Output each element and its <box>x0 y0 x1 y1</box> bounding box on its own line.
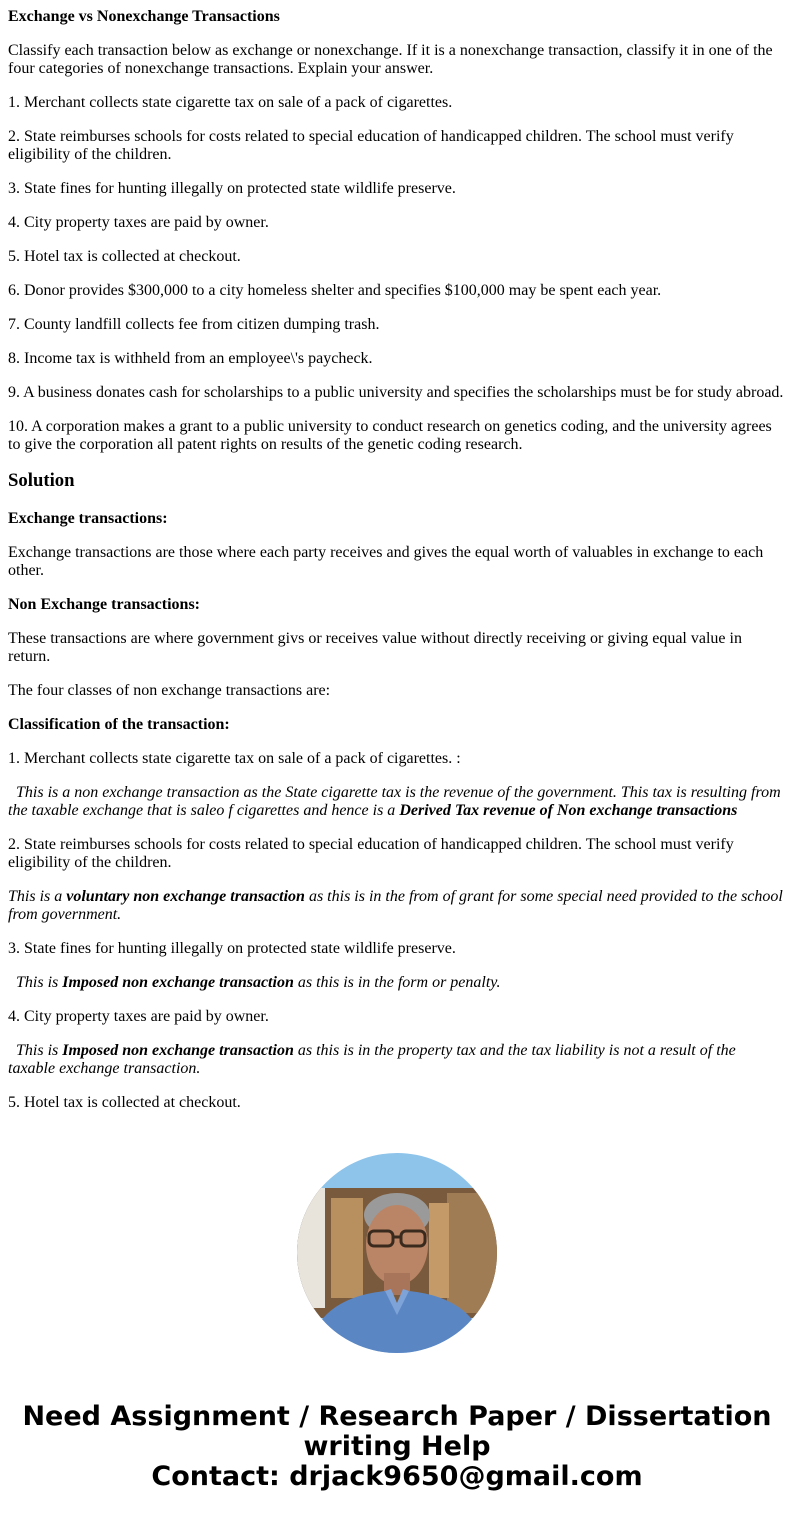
answer-text: This is <box>8 974 63 991</box>
exchange-heading: Exchange transactions: <box>8 510 168 527</box>
answer-explanation <box>8 974 786 992</box>
answer-question: 4. City property taxes are paid by owner. <box>8 1008 269 1025</box>
answer-classification: Derived Tax revenue of Non exchange transactions <box>399 802 738 819</box>
question-item: 3. State fines for hunting illegally on protected state wildlife preserve. <box>8 180 456 197</box>
nonexchange-heading: Non Exchange transactions: <box>8 596 201 613</box>
answer-explanation <box>8 888 786 924</box>
classification-heading: Classification of the transaction: <box>8 716 230 733</box>
answer-text: This is <box>8 1042 63 1059</box>
answer-text: as this is in the from of grant for some special need provided to the school from government. <box>8 888 783 923</box>
exchange-definition: Exchange transactions are those where each party receives and gives the equal worth of valuables in exchange to each other. <box>8 544 764 579</box>
answer-text: This is a <box>8 888 67 905</box>
question-item: 9. A business donates cash for scholarships to a public university and specifies the scholarships must be for study abroad. <box>8 384 784 401</box>
footer-line: Need Assignment / Research Paper / Dissertation <box>22 1401 772 1432</box>
author-avatar <box>297 1153 497 1353</box>
answer-classification: Imposed non exchange transaction <box>62 1042 294 1059</box>
question-item: 1. Merchant collects state cigarette tax on sale of a pack of cigarettes. <box>8 94 453 111</box>
answer-text: as this is in the form or penalty. <box>293 974 501 991</box>
solution-heading: Solution <box>8 470 75 491</box>
answer-question: 3. State fines for hunting illegally on protected state wildlife preserve. <box>8 940 456 957</box>
answer-explanation <box>8 1042 786 1078</box>
answer-explanation <box>8 784 786 820</box>
footer-line: writing Help <box>303 1431 491 1462</box>
question-item: 5. Hotel tax is collected at checkout. <box>8 248 241 265</box>
question-title: Exchange vs Nonexchange Transactions <box>8 8 280 25</box>
question-item: 6. Donor provides $300,000 to a city homeless shelter and specifies $100,000 may be spent each year. <box>8 282 662 299</box>
four-classes-text: The four classes of non exchange transactions are: <box>8 682 331 699</box>
answer-question: 5. Hotel tax is collected at checkout. <box>8 1094 241 1111</box>
question-item: 7. County landfill collects fee from citizen dumping trash. <box>8 316 380 333</box>
answer-classification: voluntary non exchange transaction <box>66 888 305 905</box>
question-item: 2. State reimburses schools for costs related to special education of handicapped children. The school must verify eligibility of the children. <box>8 128 734 163</box>
footer-banner <box>0 1402 794 1492</box>
answer-question: 1. Merchant collects state cigarette tax on sale of a pack of cigarettes. : <box>8 750 461 767</box>
answer-classification: Imposed non exchange transaction <box>62 974 294 991</box>
answer-question: 2. State reimburses schools for costs related to special education of handicapped children. The school must verify eligibility of the children. <box>8 836 734 871</box>
answer-text: This is a non exchange transaction as the State cigarette tax is the revenue of the government. This tax is resulting from the taxable exchange that is saleo f cigarettes and hence is a <box>8 784 781 819</box>
author-portrait-image <box>297 1153 497 1353</box>
answer-text: as this is in the property tax and the tax liability is not a result of the taxable exchange transaction. <box>8 1042 736 1077</box>
question-item: 8. Income tax is withheld from an employee\'s paycheck. <box>8 350 373 367</box>
question-intro: Classify each transaction below as exchange or nonexchange. If it is a nonexchange transaction, classify it in one of the four categories of nonexchange transactions. Explain your answer. <box>8 42 773 77</box>
question-item: 4. City property taxes are paid by owner. <box>8 214 269 231</box>
question-item: 10. A corporation makes a grant to a public university to conduct research on genetics coding, and the university agrees to give the corporation all patent rights on results of the genetic coding research. <box>8 418 772 453</box>
footer-contact: Contact: drjack9650@gmail.com <box>151 1461 643 1492</box>
nonexchange-definition: These transactions are where government givs or receives value without directly receiving or giving equal value in return. <box>8 630 742 665</box>
